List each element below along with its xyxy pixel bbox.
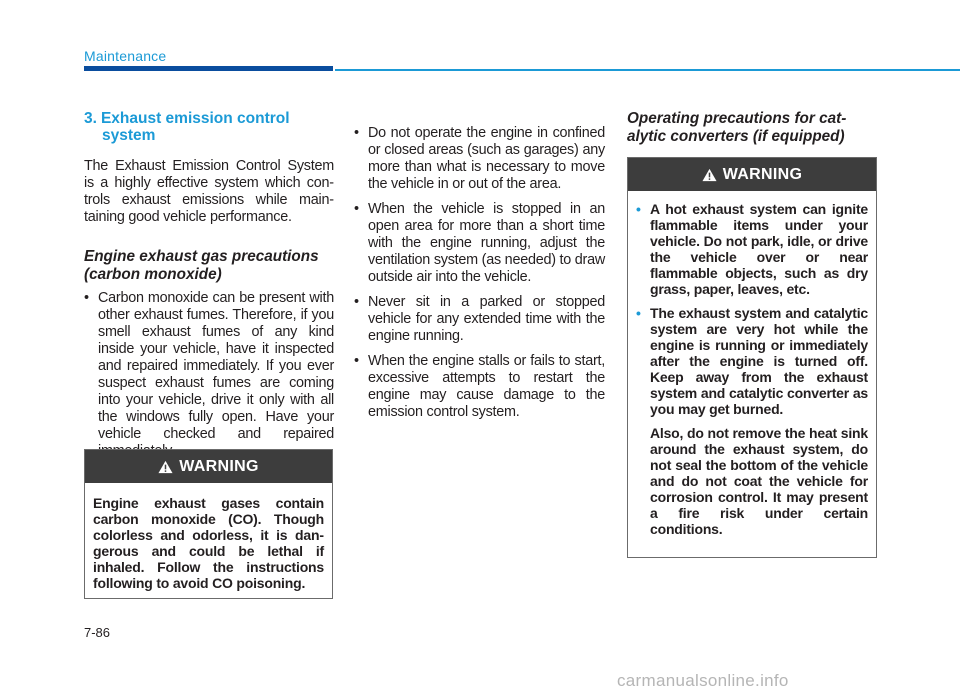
warning-label: WARNING	[179, 457, 259, 475]
column-middle	[354, 125, 605, 429]
subsection-title-catalytic: Operating precautions for catalytic converters (if equipped)	[627, 110, 847, 145]
header-rule-thick	[84, 66, 333, 71]
warning-bullet-list	[636, 201, 868, 537]
list-item: • Never sit in a parked or stopped vehicle for any extended time with the engine running.	[354, 294, 605, 345]
bullet-list-continued	[354, 125, 605, 421]
section-intro: The Exhaust Emission Control System is a highly effective system which controls exhaust emissions while maintaining good vehicle performance.	[84, 158, 334, 225]
column-left	[84, 110, 334, 468]
warning-triangle-icon	[158, 460, 173, 474]
column-right	[627, 110, 877, 152]
header-rule-thin	[335, 69, 960, 71]
list-item: • A hot exhaust system can ignite flammable items under your vehicle. Do not park, idle, or drive the vehicle over or near flammable objects, such as dry grass, paper, leaves, etc.	[636, 201, 868, 297]
warning-label: WARNING	[722, 165, 803, 183]
watermark: carmanualsonline.info	[617, 671, 789, 689]
subsection-title-exhaust-gas: Engine exhaust gas precautions (carbon monoxide)	[84, 248, 319, 283]
page-number: 7-86	[84, 625, 111, 640]
warning-continuation: Also, do not remove the heat sink around the exhaust system, do not seal the bottom of the vehicle and do not coat the vehicle for corrosion control. It may present a fire risk under certain conditions.	[650, 425, 868, 537]
list-item	[636, 305, 868, 537]
list-item: • Do not operate the engine in confined or closed areas (such as garages) any more than what is necessary to move the vehicle in or out of the area.	[354, 125, 605, 193]
warning-body	[628, 191, 876, 553]
list-item: • Carbon monoxide can be present with other exhaust fumes. Therefore, if you smell exhaust fumes of any kind inside your vehicle, have it inspected and repaired immediately. If you ever suspect exhaust fumes are coming into your vehicle, drive it only with all the windows fully open. Have your vehicle checked and repaired	[84, 290, 334, 460]
section-title: 3. Exhaust emission control system	[84, 110, 290, 144]
warning-triangle-icon	[702, 168, 717, 182]
list-item-text: The exhaust system and catalytic system are very hot while the engine is running or immediately after the engine is turned off. Keep away from the exhaust system and catalytic converter as you may get burned.	[650, 305, 868, 417]
warning-header	[628, 158, 876, 191]
warning-box-co	[84, 449, 333, 599]
list-item: • When the vehicle is stopped in an open area for more than a short time with the engine running, adjust the ventilation system (as needed) to draw outside air into the vehicle.	[354, 201, 605, 286]
warning-box-catalytic	[627, 157, 877, 558]
bullet-list-exhaust-gas	[84, 290, 334, 460]
page-header-title: Maintenance	[84, 48, 167, 64]
warning-header	[85, 450, 332, 483]
warning-text: Engine exhaust gases contain carbon monoxide (CO). Though colorless and odorless, it is dangerous and could be lethal if inhaled. Follow the instructions following to avoid CO poisoning.	[93, 495, 324, 591]
list-item: • When the engine stalls or fails to start, excessive attempts to restart the engine may cause damage to the emission control system.	[354, 353, 605, 421]
